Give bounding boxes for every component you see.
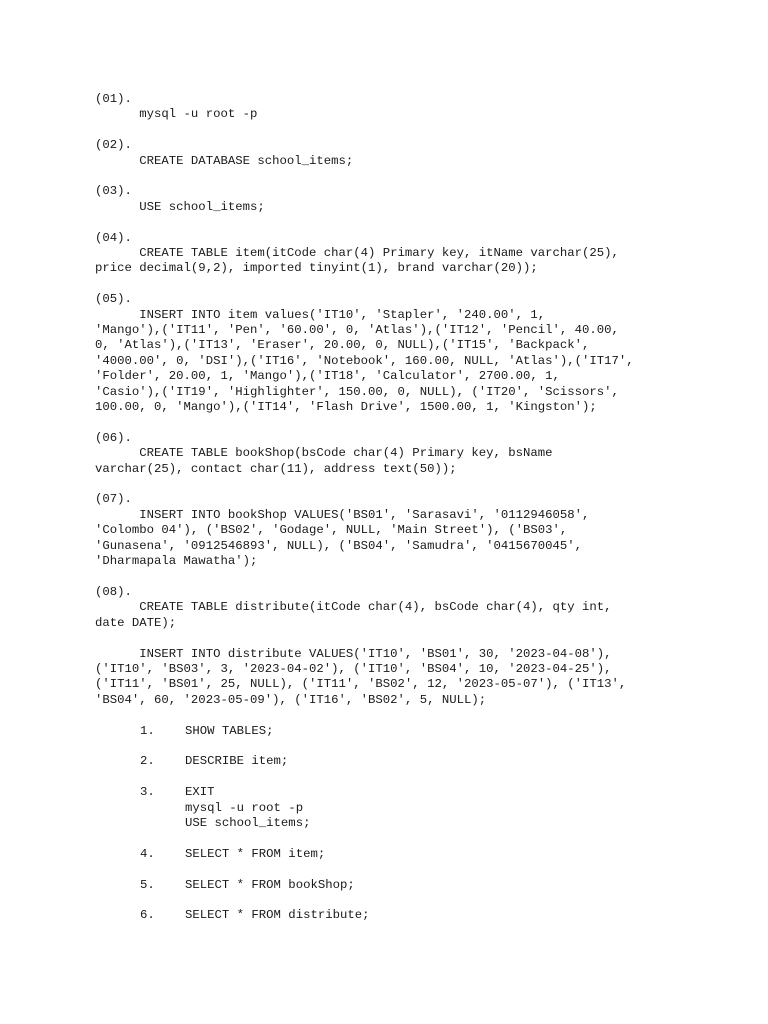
command-step <box>95 724 695 739</box>
sql-section <box>95 184 695 215</box>
sql-section <box>95 231 695 277</box>
command-step <box>95 878 695 893</box>
step-commands <box>185 754 288 769</box>
step-command-line: mysql -u root -p <box>185 800 304 815</box>
step-commands <box>185 878 355 893</box>
sql-section <box>95 92 695 123</box>
sql-section <box>95 431 695 477</box>
step-commands <box>185 785 310 831</box>
step-number: 5. <box>140 877 155 892</box>
step-number: 6. <box>140 908 155 923</box>
code-line: INSERT INTO bookShop VALUES('BS01', 'Sarasavi', '0112946058', <box>95 507 590 522</box>
code-line: 'Gunasena', '0912546893', NULL), ('BS04', 'Samudra', '0415670045', <box>95 538 583 553</box>
section-number: (02). <box>95 138 132 153</box>
section-number: (08). <box>95 584 132 599</box>
command-step <box>95 754 695 769</box>
step-command-line: SHOW TABLES; <box>185 723 274 738</box>
code-line: 'Mango'),('IT11', 'Pen', '60.00', 0, 'Atlas'),('IT12', 'Pencil', 40.00, <box>95 323 619 338</box>
step-number: 2. <box>140 754 155 769</box>
step-command-line: SELECT * FROM bookShop; <box>185 877 355 892</box>
step-command-line: SELECT * FROM distribute; <box>185 908 370 923</box>
code-line: CREATE TABLE bookShop(bsCode char(4) Primary key, bsName <box>95 446 553 461</box>
code-line: date DATE); <box>95 615 177 630</box>
sql-section <box>95 138 695 169</box>
step-command-line: EXIT <box>185 785 215 800</box>
document-page <box>95 92 695 939</box>
step-command-line: DESCRIBE item; <box>185 754 289 769</box>
code-line: 'Folder', 20.00, 1, 'Mango'),('IT18', 'Calculator', 2700.00, 1, <box>95 369 560 384</box>
code-line: 'BS04', 60, '2023-05-09'), ('IT16', 'BS02', 5, NULL); <box>95 692 487 707</box>
step-command-line: USE school_items; <box>185 815 311 830</box>
code-line: INSERT INTO distribute VALUES('IT10', 'BS01', 30, '2023-04-08'), <box>95 646 612 661</box>
code-line: ('IT11', 'BS01', 25, NULL), ('IT11', 'BS02', 12, '2023-05-07'), ('IT13', <box>95 677 627 692</box>
section-number: (05). <box>95 292 132 307</box>
code-line: ('IT10', 'BS03', 3, '2023-04-02'), ('IT10', 'BS04', 10, '2023-04-25'), <box>95 661 612 676</box>
step-commands <box>185 724 274 739</box>
sql-section <box>95 585 695 708</box>
code-line: 'Casio'),('IT19', 'Highlighter', 150.00, 0, NULL), ('IT20', 'Scissors', <box>95 384 619 399</box>
step-commands <box>185 847 325 862</box>
step-number: 3. <box>140 785 155 800</box>
code-line: CREATE DATABASE school_items; <box>95 153 354 168</box>
section-number: (03). <box>95 184 132 199</box>
sql-section <box>95 492 695 569</box>
code-line: 100.00, 0, 'Mango'),('IT14', 'Flash Drive', 1500.00, 1, 'Kingston'); <box>95 400 597 415</box>
code-line: varchar(25), contact char(11), address text(50)); <box>95 461 457 476</box>
command-steps-list <box>95 724 695 924</box>
step-number: 1. <box>140 723 155 738</box>
section-number: (06). <box>95 430 132 445</box>
code-line: '4000.00', 0, 'DSI'),('IT16', 'Notebook', 160.00, NULL, 'Atlas'),('IT17', <box>95 353 634 368</box>
code-line: price decimal(9,2), imported tinyint(1), brand varchar(20)); <box>95 261 538 276</box>
code-line: mysql -u root -p <box>95 107 258 122</box>
sql-section <box>95 292 695 415</box>
step-command-line: SELECT * FROM item; <box>185 846 326 861</box>
command-step <box>95 847 695 862</box>
code-line: 'Dharmapala Mawatha'); <box>95 554 258 569</box>
sql-sections <box>95 92 695 708</box>
step-number: 4. <box>140 846 155 861</box>
section-number: (04). <box>95 230 132 245</box>
code-line: CREATE TABLE item(itCode char(4) Primary key, itName varchar(25), <box>95 246 619 261</box>
code-line: 0, 'Atlas'),('IT13', 'Eraser', 20.00, 0, NULL),('IT15', 'Backpack', <box>95 338 590 353</box>
code-line: 'Colombo 04'), ('BS02', 'Godage', NULL, 'Main Street'), ('BS03', <box>95 523 568 538</box>
command-step <box>95 785 695 831</box>
step-commands <box>185 908 369 923</box>
command-step <box>95 908 695 923</box>
code-line: INSERT INTO item values('IT10', 'Stapler', '240.00', 1, <box>95 307 546 322</box>
code-line: USE school_items; <box>95 199 265 214</box>
section-number: (07). <box>95 492 132 507</box>
code-line: CREATE TABLE distribute(itCode char(4), bsCode char(4), qty int, <box>95 600 612 615</box>
code-line <box>95 631 695 646</box>
section-number: (01). <box>95 92 132 106</box>
